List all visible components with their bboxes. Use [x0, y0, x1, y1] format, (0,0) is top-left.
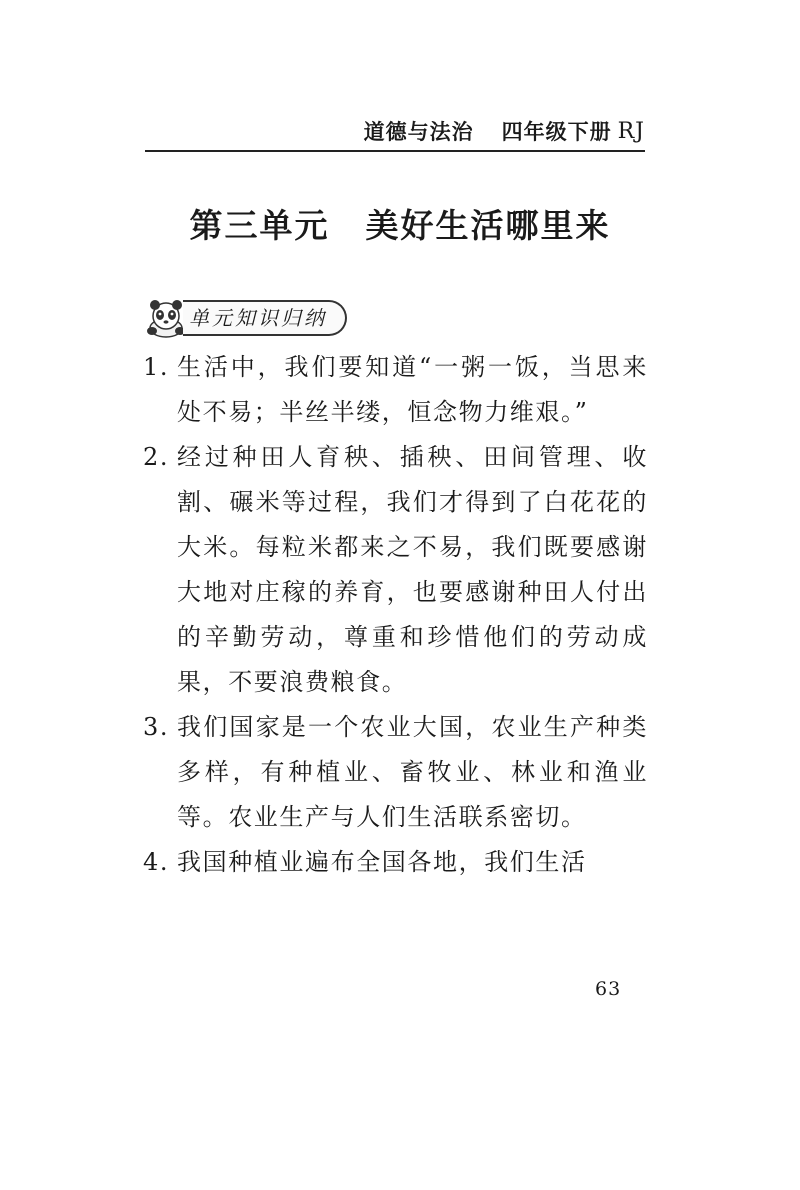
header-subject: 道德与法治	[363, 120, 474, 144]
section-label: 单元知识归纳	[183, 300, 347, 336]
knowledge-list	[143, 345, 648, 885]
list-item	[143, 435, 648, 705]
item-number: 1.	[143, 353, 170, 381]
item-text: 我国种植业遍布全国各地，我们生活	[177, 848, 587, 876]
item-number: 2.	[143, 443, 170, 471]
running-header	[145, 112, 645, 152]
list-item	[143, 705, 648, 840]
page-number: 63	[595, 978, 622, 1000]
item-text: 经过种田人育秧、插秧、田间管理、收割、碾米等过程，我们才得到了白花花的大米。每粒米都来之不易，我们既要感谢大地对庄稼的养育，也要感谢种田人付出的辛勤劳动，尊重和珍惜他们的劳动成果，不要浪费粮食。	[177, 443, 648, 696]
header-grade: 四年级下册	[501, 120, 612, 144]
section-tag	[143, 298, 347, 338]
item-text: 生活中，我们要知道“一粥一饭，当思来处不易；半丝半缕，恒念物力维艰。”	[177, 353, 648, 426]
header-edition: RJ	[617, 118, 645, 144]
list-item	[143, 840, 648, 885]
list-item	[143, 345, 648, 435]
unit-name: 美好生活哪里来	[365, 206, 611, 245]
unit-number: 第三单元	[189, 206, 330, 245]
unit-title	[0, 200, 800, 247]
item-number: 3.	[143, 713, 170, 741]
item-number: 4.	[143, 848, 170, 876]
item-text: 我们国家是一个农业大国，农业生产种类多样，有种植业、畜牧业、林业和渔业等。农业生产与人们生活联系密切。	[177, 713, 648, 831]
